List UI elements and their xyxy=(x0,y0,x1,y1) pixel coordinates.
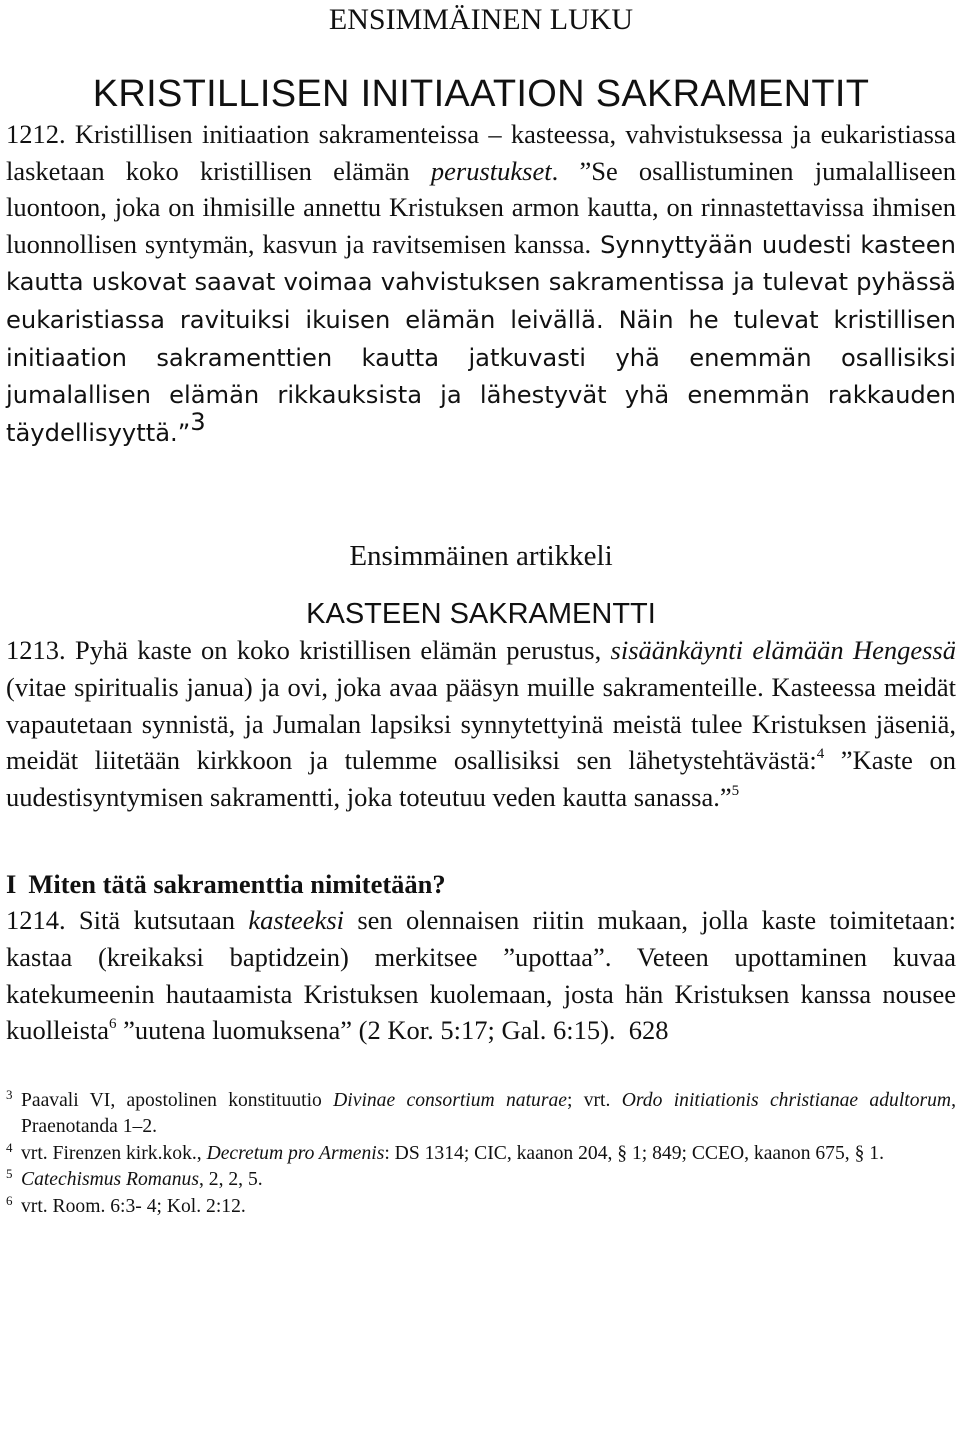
footnote-text: , 2, 2, 5. xyxy=(198,1169,263,1191)
footnote-ref-5[interactable]: 5 xyxy=(731,782,740,799)
section-heading xyxy=(6,866,956,902)
footnote-text: vrt. Room. 6:3- 4; Kol. 2:12. xyxy=(21,1196,246,1218)
section-title: Miten tätä sakramenttia nimitetään? xyxy=(28,869,446,900)
footnote-4 xyxy=(6,1141,956,1168)
footnote-italic: Decretum pro Armenis xyxy=(206,1142,385,1164)
p1213-text-3: ”Kaste on uudestisyntymisen sakramentti, joka toteutuu veden kautta sanassa.” xyxy=(6,745,956,812)
section-number: I xyxy=(6,869,17,900)
paragraph-1212 xyxy=(6,116,956,451)
footnote-text: , Praenotanda 1–2. xyxy=(21,1089,956,1138)
footnote-text: vrt. Firenzen kirk.kok., xyxy=(21,1142,207,1164)
footnote-mark: 5 xyxy=(6,1166,13,1182)
footnote-text: Paavali VI, apostolinen konstituutio xyxy=(21,1089,334,1111)
document-page xyxy=(6,0,956,1221)
article-title: KASTEEN SAKRAMENTTI xyxy=(306,598,656,631)
p1213-text-1: 1213. Pyhä kaste on koko kristillisen elämän perustus, xyxy=(6,635,611,666)
footnote-mark: 6 xyxy=(6,1193,13,1209)
footnote-ref-4[interactable]: 4 xyxy=(816,746,825,763)
footnote-ref-6[interactable]: 6 xyxy=(109,1016,117,1033)
p1212-text-4: Näin he tulevat kristillisen initiaation sakramenttien kautta jatkuvasti yhä enemmän osallisiksi jumalallisen elämän rikkauksista ja lähestyvät yhä enemmän rakkauden täydellisyyttä.” xyxy=(6,305,956,447)
p1214-text-1: 1214. Sitä kutsutaan xyxy=(6,905,249,936)
footnote-italic: Ordo initiationis christianae adultorum xyxy=(621,1089,952,1111)
p1212-text-3: Synnyttyään uudesti kasteen kautta uskovat saavat voimaa vahvistuksen sakramentissa ja tulevat pyhässä eukaristiassa ravituiksi ikuisen elämän leivällä. xyxy=(6,230,956,334)
footnotes xyxy=(6,1088,956,1221)
p1213-text-2: (vitae spiritualis janua) ja ovi, joka avaa pääsyn muille sakramenteille. Kasteessa meidät vapautetaan synnistä, ja Jumalan lapsiksi synnytettyinä meistä tulee Kristuksen jäseniä, meidät liitetään kirkkoon ja tulemme osallisiksi sen lähetystehtävästä: xyxy=(6,671,956,776)
article-label: Ensimmäinen artikkeli xyxy=(349,540,613,573)
margin-reference: 628 xyxy=(628,1015,669,1046)
p1213-italic: sisäänkäynti elämään Hengessä xyxy=(610,635,956,666)
chapter-title: KRISTILLISEN INITIAATION SAKRAMENTIT xyxy=(92,73,870,115)
footnote-5 xyxy=(6,1167,956,1194)
p1214-italic: kasteeksi xyxy=(248,905,345,936)
footnote-text: : DS 1314; CIC, kaanon 204, § 1; 849; CCEO, kaanon 675, § 1. xyxy=(384,1142,884,1164)
footnote-text: ; vrt. xyxy=(566,1089,622,1111)
chapter-label: ENSIMMÄINEN LUKU xyxy=(328,3,634,36)
footnote-italic: Divinae consortium naturae xyxy=(333,1089,567,1111)
p1212-italic: perustukset xyxy=(430,155,552,186)
p1214-text-3: ”uutena luomuksena” (2 Kor. 5:17; Gal. 6:15). xyxy=(116,1015,616,1046)
paragraph-1214 xyxy=(6,902,956,1048)
footnote-mark: 3 xyxy=(6,1086,13,1102)
footnote-ref-3[interactable]: 3 xyxy=(190,407,206,436)
p1214-text-2: sen olennaisen riitin mukaan, jolla kaste toimitetaan: kastaa (kreikaksi baptidzein) merkitsee ”upottaa”. Veteen upottaminen kuvaa katekumeenin hautaamista Kristuksen kuolemaan, josta hän Kristuksen kanssa nousee kuolleista xyxy=(6,905,956,1046)
footnote-6 xyxy=(6,1194,956,1221)
p1212-text-2: . ”Se osallistuminen jumalalliseen luontoon, joka on ihmisille annettu Kristuksen armon kautta, on rinnastettavissa ihmisen luonnollisen syntymän, kasvun ja ravitsemisen kanssa. xyxy=(6,155,957,259)
paragraph-1213 xyxy=(6,632,956,815)
p1212-text-1: 1212. Kristillisen initiaation sakramenteissa – kasteessa, vahvistuksessa ja eukaristiassa lasketaan koko kristillisen elämän xyxy=(6,119,956,186)
footnote-3 xyxy=(6,1088,956,1141)
footnote-mark: 4 xyxy=(6,1139,13,1155)
footnote-italic: Catechismus Romanus xyxy=(21,1169,199,1191)
